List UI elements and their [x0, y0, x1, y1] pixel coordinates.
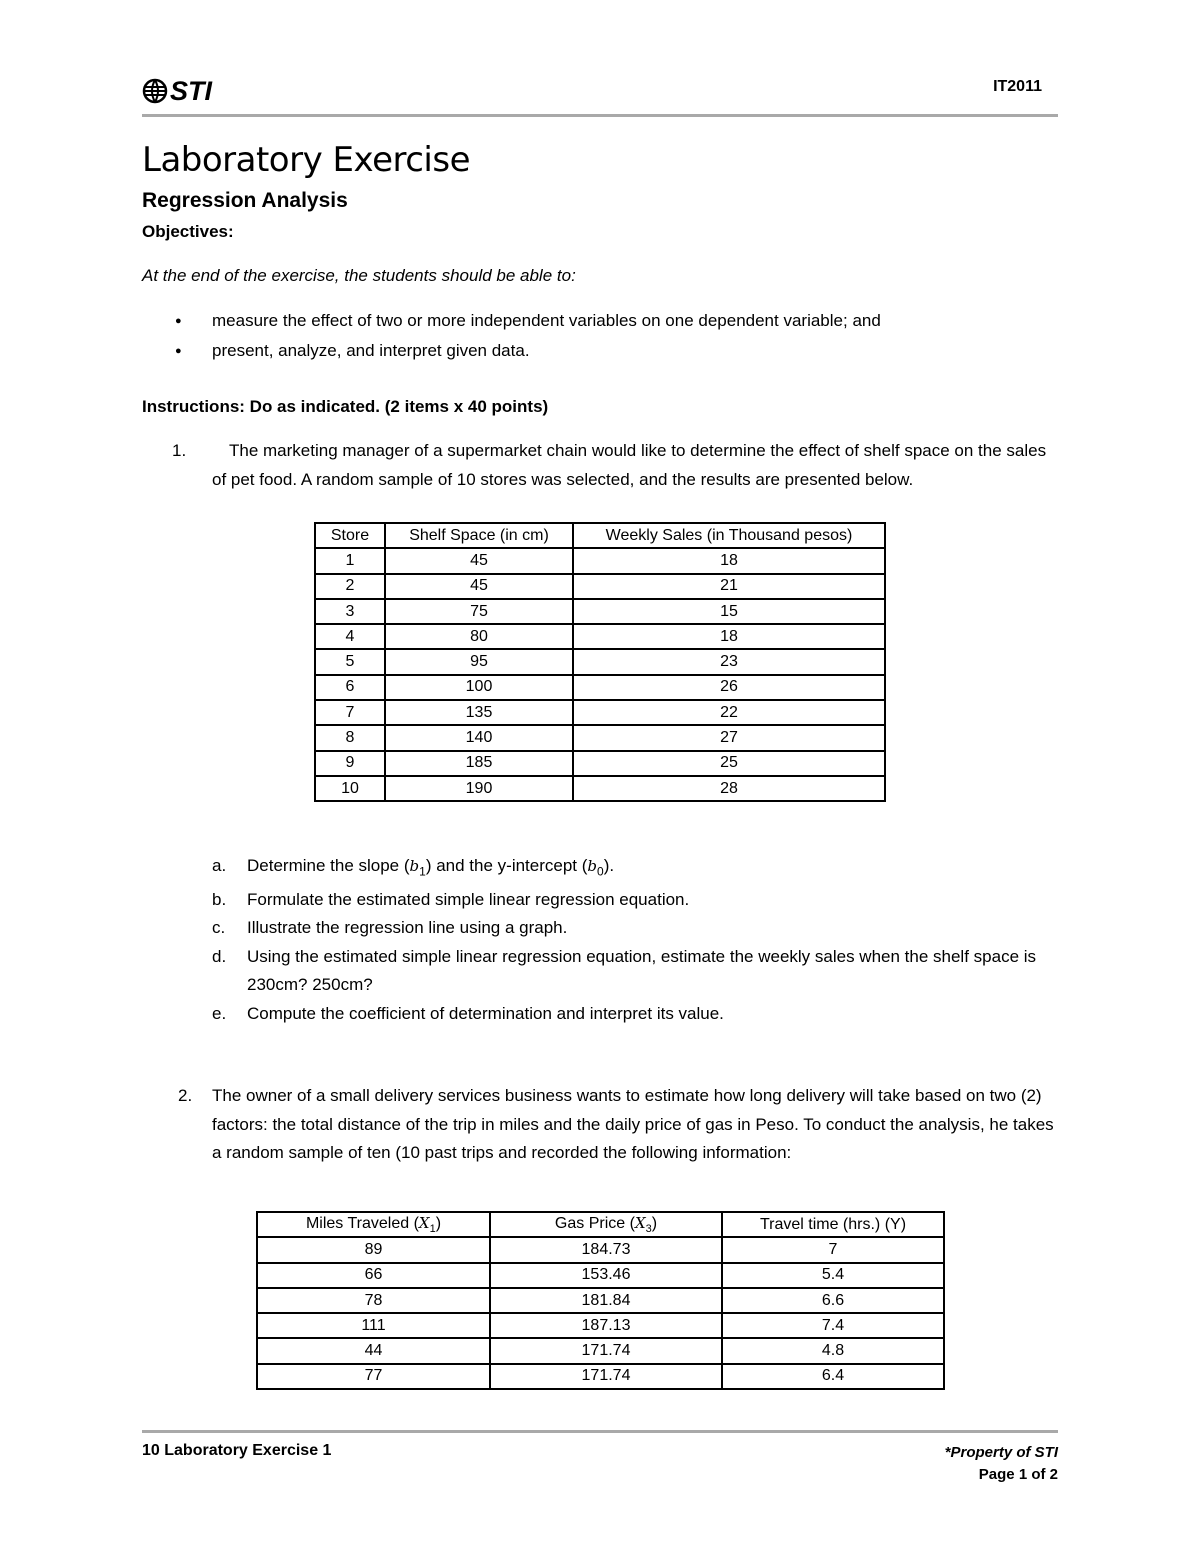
- table-header-row: [257, 1212, 944, 1237]
- table-cell: 100: [385, 675, 573, 700]
- table-cell: 10: [315, 776, 385, 801]
- table-cell: 181.84: [490, 1288, 722, 1313]
- math-variable: b: [587, 857, 598, 875]
- page-title: Laboratory Exercise: [142, 140, 470, 180]
- math-variable: X: [418, 1214, 430, 1233]
- table-cell: 7: [315, 700, 385, 725]
- table-cell: 5.4: [722, 1263, 944, 1288]
- table-cell: 135: [385, 700, 573, 725]
- objective-item: ● measure the effect of two or more independent variables on one dependent variable; and: [142, 307, 1058, 336]
- table-cell: 111: [257, 1313, 490, 1338]
- subitem-text: ) and the y-intercept (: [425, 856, 588, 875]
- math-variable: b: [409, 857, 420, 875]
- question-2: [142, 1082, 1060, 1168]
- table-cell: 4: [315, 624, 385, 649]
- table-cell: 28: [573, 776, 885, 801]
- header-text: ): [435, 1215, 442, 1233]
- table-cell: 78: [257, 1288, 490, 1313]
- page-number: Page 1 of 2: [978, 1466, 1058, 1483]
- question-1-number: 1.: [172, 441, 187, 460]
- table-header-cell: Travel time (hrs.) (Y): [722, 1212, 944, 1237]
- table-cell: 4.8: [722, 1338, 944, 1363]
- globe-icon: [142, 78, 168, 104]
- table-cell: 95: [385, 649, 573, 674]
- table-cell: 8: [315, 725, 385, 750]
- table-row: [315, 700, 885, 725]
- table-row: [315, 548, 885, 573]
- subitem-text: Using the estimated simple linear regression equation, estimate the weekly sales when the shelf space is 230cm? 250cm?: [247, 946, 1037, 995]
- shelf-space-table: [314, 522, 886, 802]
- table-row: [257, 1237, 944, 1262]
- subitem-text: Formulate the estimated simple linear regression equation.: [247, 889, 690, 909]
- table-cell: 45: [385, 548, 573, 573]
- logo-text: STI: [169, 75, 212, 106]
- table-row: [315, 599, 885, 624]
- footer-divider: [142, 1430, 1058, 1433]
- table-cell: 21: [573, 574, 885, 599]
- property-notice: *Property of STI: [944, 1444, 1058, 1461]
- table-cell: 23: [573, 649, 885, 674]
- table-row: [315, 649, 885, 674]
- question-2-number: 2.: [178, 1086, 193, 1105]
- header-divider: [142, 114, 1058, 117]
- table-row: [257, 1288, 944, 1313]
- table-cell: 140: [385, 725, 573, 750]
- table-row: [257, 1263, 944, 1288]
- table-row: [315, 624, 885, 649]
- table-cell: 89: [257, 1237, 490, 1262]
- subitem-c: [212, 914, 1060, 943]
- table-header-cell: [490, 1212, 722, 1237]
- table-cell: 80: [385, 624, 573, 649]
- table-row: [315, 776, 885, 801]
- subitem-letter: c.: [212, 918, 226, 938]
- table-cell: 27: [573, 725, 885, 750]
- footer-right: [945, 1442, 1058, 1486]
- table-cell: 77: [257, 1364, 490, 1389]
- subitem-text: Illustrate the regression line using a graph.: [247, 918, 568, 938]
- subitem-b: [212, 886, 1060, 915]
- table-row: [257, 1338, 944, 1363]
- subitem-letter: b.: [212, 889, 227, 909]
- page-subtitle: Regression Analysis: [142, 189, 348, 212]
- table-cell: 7: [722, 1237, 944, 1262]
- table-cell: 185: [385, 751, 573, 776]
- header-text: Gas Price (: [554, 1215, 635, 1233]
- table-header-row: [315, 523, 885, 548]
- table-cell: 18: [573, 548, 885, 573]
- math-variable: X: [634, 1214, 646, 1233]
- subitem-text: Compute the coefficient of determination and interpret its value.: [247, 1003, 724, 1023]
- table-cell: 5: [315, 649, 385, 674]
- table-cell: 2: [315, 574, 385, 599]
- math-subscript: 0: [597, 864, 604, 879]
- table-cell: 22: [573, 700, 885, 725]
- instructions: Instructions: Do as indicated. (2 items x 40 points): [142, 397, 549, 416]
- table-cell: 75: [385, 599, 573, 624]
- table-cell: 171.74: [490, 1364, 722, 1389]
- table-cell: 187.13: [490, 1313, 722, 1338]
- header-text: Miles Traveled (: [305, 1215, 419, 1233]
- table-cell: 7.4: [722, 1313, 944, 1338]
- math-subscript: 1: [419, 864, 426, 879]
- table-row: [315, 751, 885, 776]
- question-1: [142, 437, 1060, 494]
- question-2-text: The owner of a small delivery services business wants to estimate how long delivery will take based on two (2) factors: the total distance of the trip in miles and the daily price of gas in Peso. To conduct the analysis, he takes a random sample of ten (10 past trips and recorded the following information:: [212, 1086, 1054, 1162]
- table-cell: 66: [257, 1263, 490, 1288]
- math-subscript: 3: [645, 1223, 652, 1236]
- table-cell: 153.46: [490, 1263, 722, 1288]
- objective-item: ● present, analyze, and interpret given data.: [142, 337, 1058, 366]
- table-row: [315, 675, 885, 700]
- table-header-cell: Shelf Space (in cm): [385, 523, 573, 548]
- question-1-text: The marketing manager of a supermarket chain would like to determine the effect of shelf space on the sales of pet food. A random sample of 10 stores was selected, and the results are presented below.: [212, 441, 1047, 489]
- table-cell: 26: [573, 675, 885, 700]
- table-cell: 9: [315, 751, 385, 776]
- subitem-a: [212, 852, 1060, 886]
- table-row: [257, 1364, 944, 1389]
- table-header-cell: Weekly Sales (in Thousand pesos): [573, 523, 885, 548]
- sti-logo: [142, 74, 212, 108]
- subitem-letter: a.: [212, 856, 227, 875]
- math-subscript: 1: [429, 1223, 436, 1236]
- objectives-list: [142, 307, 1058, 365]
- table-cell: 171.74: [490, 1338, 722, 1363]
- subitem-text: ).: [603, 856, 615, 875]
- table-cell: 18: [573, 624, 885, 649]
- table-row: [257, 1313, 944, 1338]
- table-cell: 15: [573, 599, 885, 624]
- table-cell: 184.73: [490, 1237, 722, 1262]
- subitem-letter: e.: [212, 1003, 227, 1023]
- table-row: [315, 574, 885, 599]
- table-cell: 25: [573, 751, 885, 776]
- table-cell: 1: [315, 548, 385, 573]
- subitem-e: [212, 1000, 1060, 1029]
- table-cell: 6.6: [722, 1288, 944, 1313]
- table-cell: 190: [385, 776, 573, 801]
- subitem-d: [212, 943, 1060, 1000]
- table-cell: 44: [257, 1338, 490, 1363]
- objectives-intro: At the end of the exercise, the students should be able to:: [142, 266, 576, 285]
- table-cell: 6.4: [722, 1364, 944, 1389]
- table-header-cell: Store: [315, 523, 385, 548]
- subitem-letter: d.: [212, 946, 227, 966]
- objectives-heading: Objectives:: [142, 222, 234, 241]
- course-code: IT2011: [993, 78, 1042, 95]
- table-header-cell: [257, 1212, 490, 1237]
- delivery-table: [256, 1211, 945, 1390]
- table-row: [315, 725, 885, 750]
- header-text: ): [651, 1215, 658, 1233]
- table-cell: 3: [315, 599, 385, 624]
- subitem-text: Determine the slope (: [247, 856, 410, 875]
- question-1-subitems: [212, 852, 1060, 1028]
- footer-label: 10 Laboratory Exercise 1: [142, 1442, 332, 1459]
- table-cell: 6: [315, 675, 385, 700]
- table-cell: 45: [385, 574, 573, 599]
